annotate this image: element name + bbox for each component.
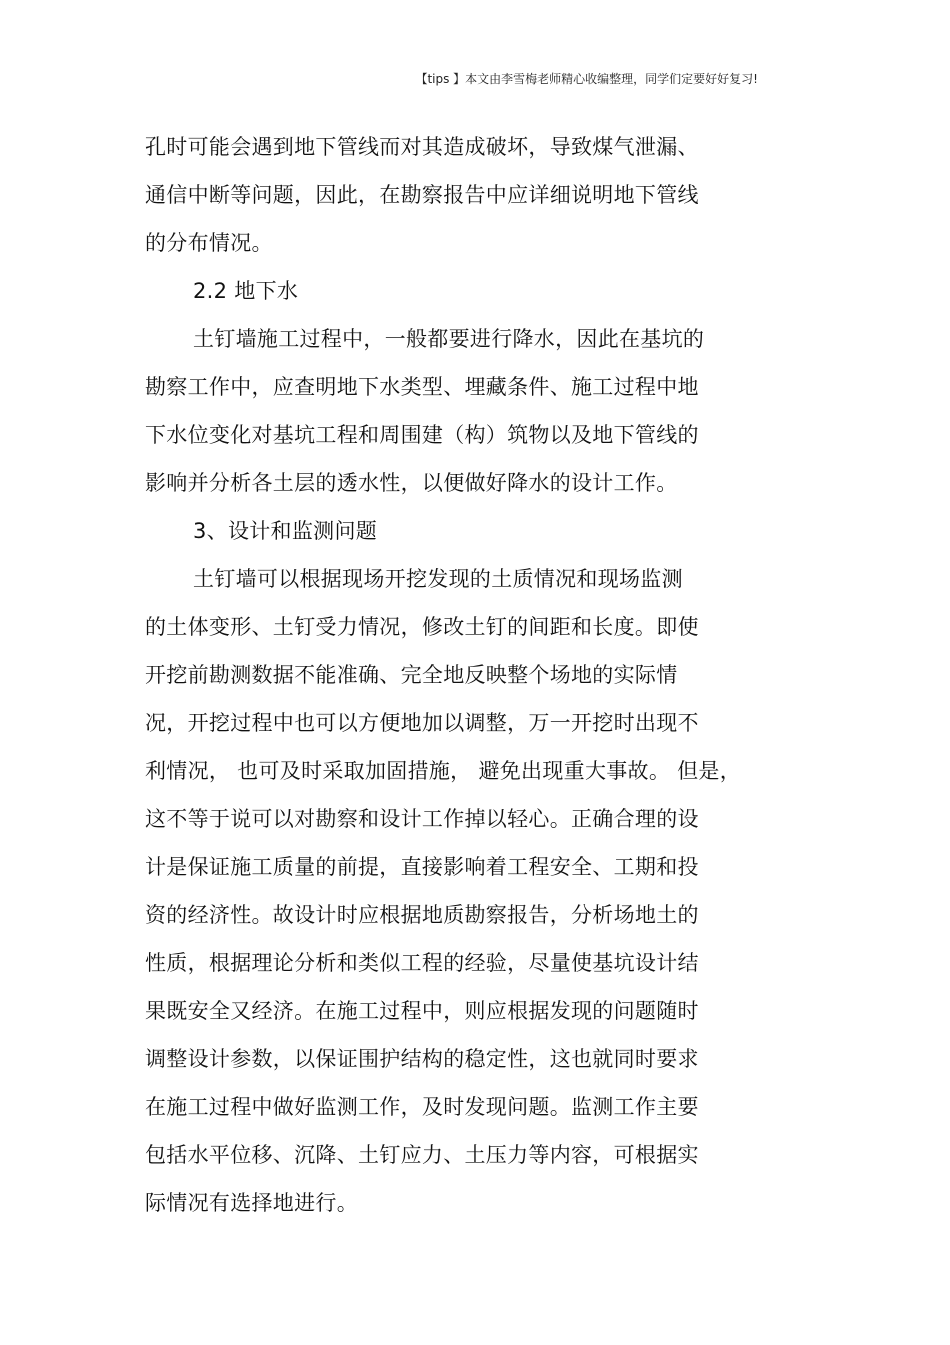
- text-line: 下水位变化对基坑工程和周围建（构）筑物以及地下管线的: [145, 423, 699, 447]
- text-line: 包括水平位移、沉降、土钉应力、土压力等内容，可根据实: [145, 1143, 699, 1167]
- text-line: 果既安全又经济。在施工过程中，则应根据发现的问题随时: [145, 999, 699, 1023]
- text-line: 的分布情况。: [145, 231, 273, 255]
- text-line: 土钉墙可以根据现场开挖发现的土质情况和现场监测: [193, 567, 683, 591]
- text-line: 通信中断等问题，因此，在勘察报告中应详细说明地下管线: [145, 183, 699, 207]
- text-line: 孔时可能会遇到地下管线而对其造成破坏，导致煤气泄漏、: [145, 135, 699, 159]
- text-line: 土钉墙施工过程中，一般都要进行降水，因此在基坑的: [193, 327, 705, 351]
- text-line: 际情况有选择地进行。: [145, 1191, 358, 1215]
- text-line: 这不等于说可以对勘察和设计工作掉以轻心。正确合理的设: [145, 807, 699, 831]
- text-line: 在施工过程中做好监测工作，及时发现问题。监测工作主要: [145, 1095, 699, 1119]
- section-heading-2-2: 2.2 地下水: [193, 279, 299, 303]
- section-heading-3: 3、设计和监测问题: [193, 519, 378, 543]
- text-line: 的土体变形、土钉受力情况，修改土钉的间距和长度。即使: [145, 615, 699, 639]
- text-line: 开挖前勘测数据不能准确、完全地反映整个场地的实际情: [145, 663, 678, 687]
- text-line: 调整设计参数，以保证围护结构的稳定性，这也就同时要求: [145, 1047, 699, 1071]
- text-line: 性质，根据理论分析和类似工程的经验，尽量使基坑设计结: [145, 951, 699, 975]
- text-line: 资的经济性。故设计时应根据地质勘察报告，分析场地土的: [145, 903, 699, 927]
- header-tip: 【tips 】本文由李雪梅老师精心收编整理，同学们定要好好复习!: [415, 72, 758, 86]
- text-line: 计是保证施工质量的前提，直接影响着工程安全、工期和投: [145, 855, 699, 879]
- text-line: 勘察工作中，应查明地下水类型、埋藏条件、施工过程中地: [145, 375, 699, 399]
- text-line: 利情况， 也可及时采取加固措施， 避免出现重大事故。 但是，: [145, 759, 742, 783]
- text-line: 影响并分析各土层的透水性，以便做好降水的设计工作。: [145, 471, 678, 495]
- text-line: 况，开挖过程中也可以方便地加以调整，万一开挖时出现不: [145, 711, 699, 735]
